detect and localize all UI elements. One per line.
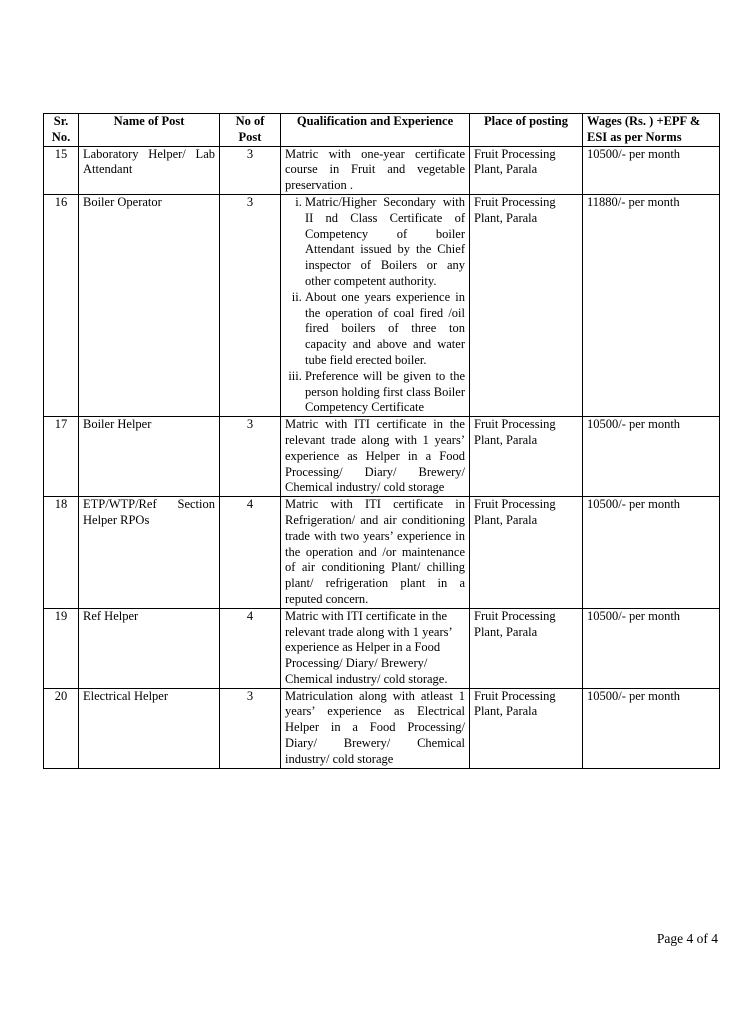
row-sr-no: 19 [44,608,79,688]
row-post-name: Electrical Helper [79,688,220,768]
table-header-row [44,114,720,147]
row-sr-no: 16 [44,194,79,416]
row-wages: 10500/- per month [583,608,720,688]
row-post-count: 3 [220,417,281,497]
qualification-list [285,195,465,416]
posts-table [43,113,720,769]
row-wages: 10500/- per month [583,688,720,768]
qualification-item: iii. Preference will be given to the person holding first class Boiler Competency Certificate [305,369,465,416]
row-post-count: 3 [220,688,281,768]
table-row [44,146,720,194]
row-place: Fruit Processing Plant, Parala [470,608,583,688]
row-post-count: 3 [220,194,281,416]
row-post-name: Laboratory Helper/ Lab Attendant [79,146,220,194]
header-wages: Wages (Rs. ) +EPF & ESI as per Norms [583,114,720,147]
row-place: Fruit Processing Plant, Parala [470,497,583,609]
qualification-item: i. Matric/Higher Secondary with II nd Class Certificate of Competency of boiler Attendant issued by the Chief inspector of Boilers or any other competent authority. [305,195,465,290]
row-qualification [281,194,470,416]
page-number: Page 4 of 4 [656,931,718,946]
row-post-name: Boiler Helper [79,417,220,497]
row-sr-no: 20 [44,688,79,768]
table-row [44,688,720,768]
row-qualification: Matric with one-year certificate course in Fruit and vegetable preservation . [281,146,470,194]
row-sr-no: 17 [44,417,79,497]
header-name-of-post: Name of Post [79,114,220,147]
row-post-name: Ref Helper [79,608,220,688]
header-no-of-post: No of Post [220,114,281,147]
row-sr-no: 18 [44,497,79,609]
header-qualification: Qualification and Experience [281,114,470,147]
row-wages: 11880/- per month [583,194,720,416]
row-place: Fruit Processing Plant, Parala [470,194,583,416]
row-post-count: 4 [220,497,281,609]
table-row [44,417,720,497]
row-qualification: Matric with ITI certificate in the relevant trade along with 1 years’ experience as Helper in a Food Processing/ Diary/ Brewery/ Chemical industry/ cold storage. [281,608,470,688]
header-sr-no: Sr. No. [44,114,79,147]
row-place: Fruit Processing Plant, Parala [470,417,583,497]
row-wages: 10500/- per month [583,417,720,497]
row-wages: 10500/- per month [583,497,720,609]
table-row [44,497,720,609]
row-place: Fruit Processing Plant, Parala [470,146,583,194]
row-post-name: Boiler Operator [79,194,220,416]
table-row [44,194,720,416]
row-qualification: Matriculation along with atleast 1 years’ experience as Electrical Helper in a Food Processing/ Diary/ Brewery/ Chemical industry/ cold storage [281,688,470,768]
row-sr-no: 15 [44,146,79,194]
header-place-of-posting: Place of posting [470,114,583,147]
table-row [44,608,720,688]
row-qualification: Matric with ITI certificate in the relevant trade along with 1 years’ experience as Helper in a Food Processing/ Diary/ Brewery/ Chemical industry/ cold storage [281,417,470,497]
row-qualification: Matric with ITI certificate in Refrigeration/ and air conditioning trade with two years’ experience in the operation and /or maintenance of air conditioning Plant/ chilling plant/ refrigeration plant in a reputed concern. [281,497,470,609]
row-post-name: ETP/WTP/Ref Section Helper RPOs [79,497,220,609]
row-post-count: 3 [220,146,281,194]
row-wages: 10500/- per month [583,146,720,194]
row-place: Fruit Processing Plant, Parala [470,688,583,768]
qualification-item: ii. About one years experience in the operation of coal fired /oil fired boilers of three ton capacity and above and water tube field erected boiler. [305,290,465,369]
row-post-count: 4 [220,608,281,688]
